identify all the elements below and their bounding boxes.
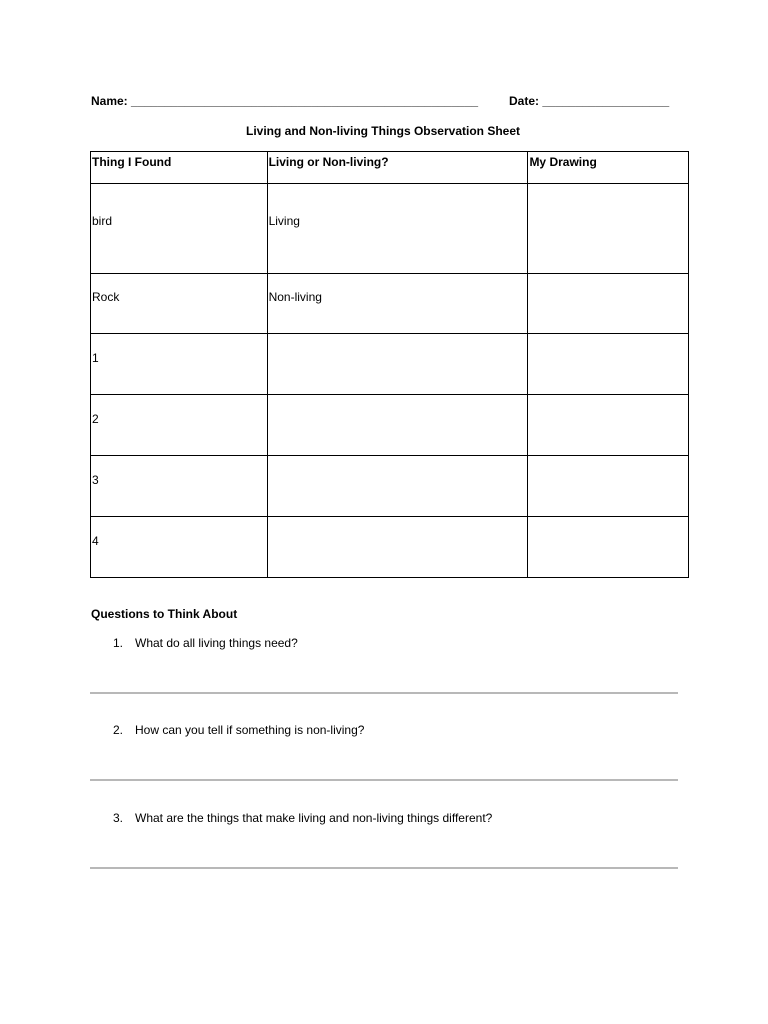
- question-3: [113, 811, 492, 825]
- table-cell-drawing: [528, 517, 689, 578]
- table-row: [91, 334, 689, 395]
- table-cell-thing: 2: [91, 395, 268, 456]
- questions-heading: Questions to Think About: [91, 607, 238, 621]
- table-row: [91, 456, 689, 517]
- table-cell-drawing: [528, 334, 689, 395]
- table-row: [91, 395, 689, 456]
- question-text: What do all living things need?: [135, 636, 298, 650]
- column-header-my-drawing: My Drawing: [528, 152, 689, 184]
- table-cell-status: Non-living: [267, 274, 528, 334]
- column-header-thing-found: Thing I Found: [91, 152, 268, 184]
- question-number: 2.: [113, 723, 124, 737]
- answer-line-1: [90, 692, 678, 694]
- answer-line-2: [90, 779, 678, 781]
- table-cell-drawing: [528, 184, 689, 274]
- sheet-title: Living and Non-living Things Observation Sheet: [245, 124, 521, 138]
- table-header-row: [91, 152, 689, 184]
- table-cell-status: Living: [267, 184, 528, 274]
- table-row: [91, 274, 689, 334]
- question-text: What are the things that make living and non-living things different?: [135, 811, 493, 825]
- answer-line-3: [90, 867, 678, 869]
- name-field-label: Name: ____________________________________________________: [91, 94, 479, 108]
- table-cell-drawing: [528, 395, 689, 456]
- question-number: 3.: [113, 811, 124, 825]
- question-number: 1.: [113, 636, 124, 650]
- table-row: [91, 517, 689, 578]
- table-cell-status: [267, 456, 528, 517]
- table-cell-thing: 3: [91, 456, 268, 517]
- table-cell-drawing: [528, 456, 689, 517]
- table-cell-drawing: [528, 274, 689, 334]
- table-cell-thing: Rock: [91, 274, 268, 334]
- table-cell-status: [267, 334, 528, 395]
- question-text: How can you tell if something is non-living?: [135, 723, 365, 737]
- date-field-label: Date: ___________________: [509, 94, 670, 108]
- table-cell-thing: bird: [91, 184, 268, 274]
- table-cell-thing: 4: [91, 517, 268, 578]
- table-cell-status: [267, 517, 528, 578]
- table-row: [91, 184, 689, 274]
- table-cell-status: [267, 395, 528, 456]
- question-2: [113, 723, 364, 737]
- question-1: [113, 636, 298, 650]
- column-header-living-or-non-living: Living or Non-living?: [267, 152, 528, 184]
- table-cell-thing: 1: [91, 334, 268, 395]
- observation-table: [90, 151, 689, 578]
